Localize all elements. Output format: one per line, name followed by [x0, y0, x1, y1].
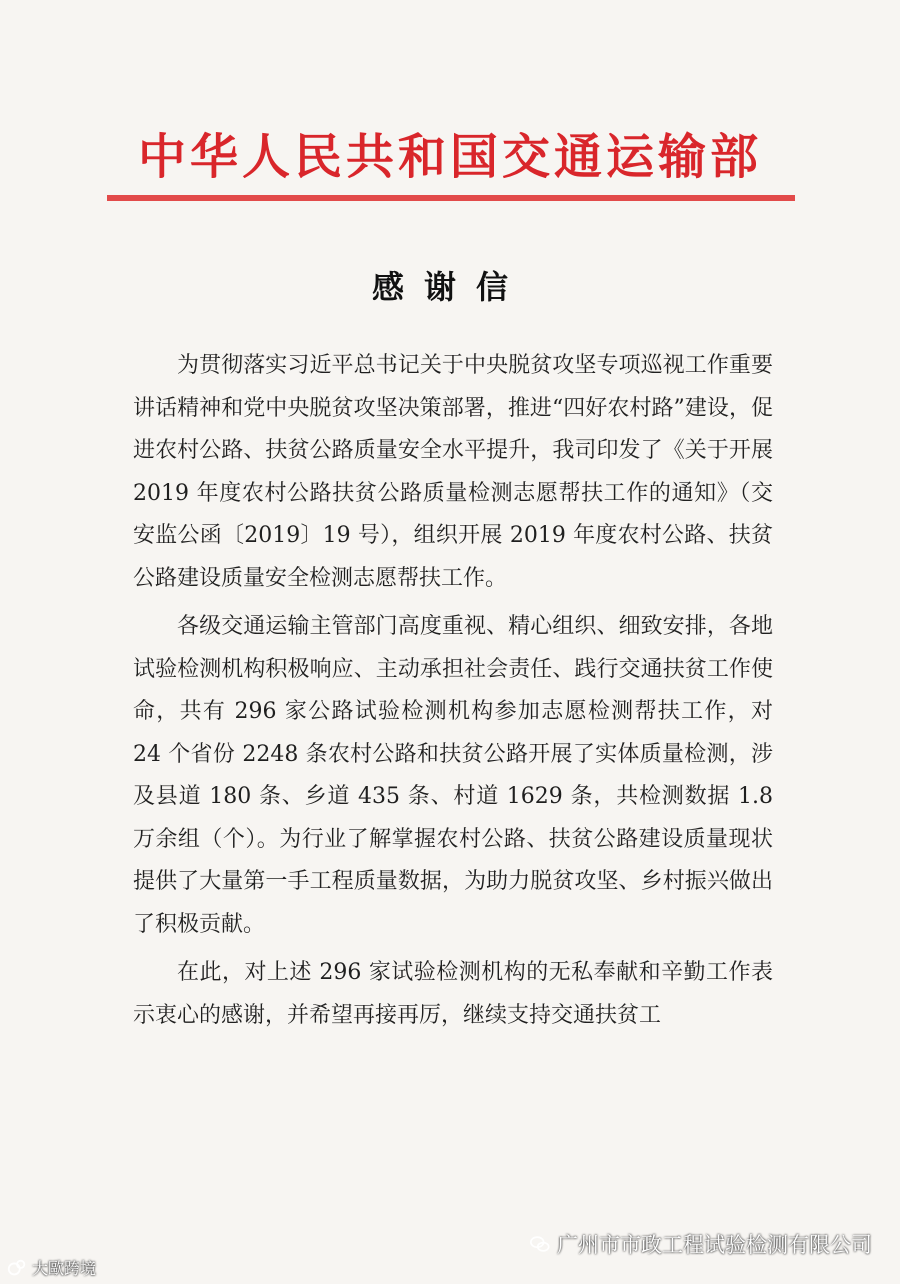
weibo-like-logo-icon [6, 1257, 28, 1279]
document-body [133, 345, 773, 1037]
document-title: 感谢信 [371, 268, 528, 306]
watermark-right [529, 1229, 872, 1259]
paragraph-1: 为贯彻落实习近平总书记关于中央脱贫攻坚专项巡视工作重要讲话精神和党中央脱贫攻坚决策部署，推进“四好农村路”建设，促进农村公路、扶贫公路质量安全水平提升，我司印发了《关于开展 2019 年度农村公路扶贫公路质量检测志愿帮扶工作的通知》（交安监公函〔2019〕19 号），组织开展 2019 年度农村公路、扶贫公路建设质量安全检测志愿帮扶工作。 [133, 353, 773, 591]
paragraph-2: 各级交通运输主管部门高度重视、精心组织、细致安排，各地试验检测机构积极响应、主动承担社会责任、践行交通扶贫工作使命，共有 296 家公路试验检测机构参加志愿检测帮扶工作，对 24 个省份 2248 条农村公路和扶贫公路开展了实体质量检测，涉及县道 180 条、乡道 435 条、村道 1629 条，共检测数据 1.8 万余组（个）。为行业了解掌握农村公路、扶贫公路建设质量现状提供了大量第一手工程质量数据，为助力脱贫攻坚、乡村振兴做出了积极贡献。 [133, 614, 773, 937]
letterhead-title: 中华人民共和国交通运输部 [137, 129, 762, 185]
watermark-left-text: 大歐跨境 [32, 1259, 97, 1278]
wechat-logo-icon [529, 1233, 551, 1255]
letterhead-red-rule [107, 195, 795, 201]
watermark-right-text: 广州市市政工程试验检测有限公司 [557, 1233, 872, 1257]
paragraph-3: 在此，对上述 296 家试验检测机构的无私奉献和辛勤工作表示衷心的感谢，并希望再接再厉，继续支持交通扶贫工 [133, 960, 773, 1028]
watermark-left [6, 1256, 96, 1279]
